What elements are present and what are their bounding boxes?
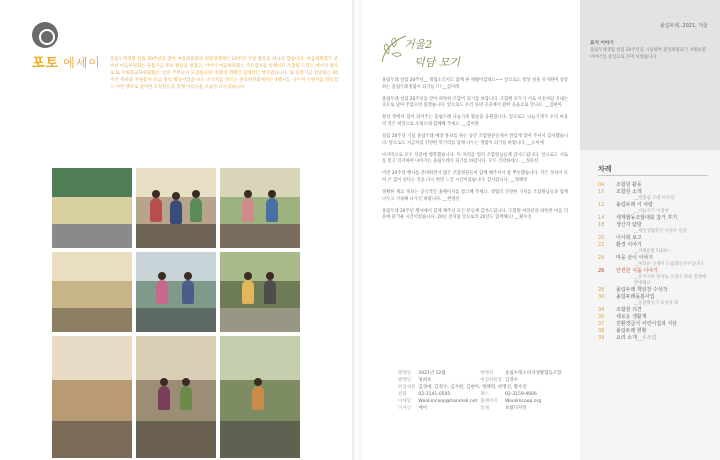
toc-item[interactable]: 34 조합원 의견 — [598, 307, 642, 313]
section-title: 포토 에세이 — [32, 56, 101, 71]
photo-two-women-street — [136, 336, 216, 458]
right-page — [362, 0, 720, 460]
photo-pair-holding-signs — [220, 252, 300, 332]
toc-item[interactable]: 14 세계협동조합대회 참가 후기 — [598, 215, 678, 221]
colophon-row: 발행인 정희옥 편집위원장 김영수 — [398, 378, 519, 383]
cover-story-panel — [580, 0, 720, 150]
toc-item[interactable]: 04 조합원 활동 — [598, 182, 642, 188]
essay-item: 정확한 재료 정보는 공식적인 홈페이지를 참고해 주세요. 생협의 건강한 가치를 조합원님들과 함께 나누고 지속해 나가길 바랍니다. __현명선 — [382, 190, 568, 202]
toc-item[interactable]: 38 올림두레 현황 — [598, 328, 647, 334]
essay-list — [382, 78, 568, 228]
toc-item[interactable]: 24 마을 살이 이야기 __여러분 인생이 드림레인보우입니다 — [598, 255, 704, 267]
toc-item[interactable]: 26 안전한 식품 이야기 __유쿠시마 방사능 오염수 방류 결정에 반대해요 — [598, 268, 707, 286]
photo-store-banner — [52, 168, 132, 248]
toc-item[interactable]: 39 요리 소개__무조림 — [598, 335, 657, 341]
essay-item: 설립 20주년 기념 올림두레 매장 홍보를 하는 동안 조합원분들께서 반갑게 맞아 주셔서 감사했습니다. 앞으로도 지금처럼 건강한 먹거리를 함께 나누는 생협이 되기를 바랍니다. __오미애 — [382, 134, 568, 146]
photo-poster-table — [136, 252, 216, 332]
title-line-1: 거울2 — [404, 38, 433, 51]
colophon-row: 디자인 메이 인쇄 보람디자인 — [398, 406, 527, 411]
photo-group-booth — [136, 168, 216, 248]
table-of-contents — [598, 182, 710, 342]
cover-story-description: 올림두레생협 설립 20주년을 기념하며 환경위원회가 자원순환 이야기를 중심으로 꾸며 보았습니다. — [590, 48, 707, 60]
section-logo-icon — [32, 22, 58, 48]
essay-item: 마지막으로 모두 덕분에 행복했습니다. 이 자리를 빌려 조합원님들께 감사드립니다. 앞으로도 서로를 믿고 의지하며 나아가는 올림두레가 되기를 바랍니다. 모두 건강하세요. __정유선 — [382, 152, 568, 165]
toc-item[interactable]: 28 올림두레 책읽장 수상작 — [598, 287, 668, 293]
toc-divider — [598, 175, 708, 176]
colophon — [398, 370, 598, 412]
title-line-2: 덕담 모기 — [414, 56, 461, 69]
photo-grid — [52, 168, 300, 458]
left-page — [0, 0, 352, 460]
intro-paragraph: 올림두레생협 설립 20주년을 맞이 마음위원회의 친환경캠페인 20주년 기념 활동을 하나의 했습니다. 마음위원회가 준비한 마음위원회는 돌봄기금 홍보 활동을 펼쳤고, 이야기 마음위원회는 주유캠프를 통해서도 조합원 드리는 메시지 행사로 또 이원회교육위원회는 '일본 주부들이 모였습니다' 친환경 캠페인 함께만든 행사였습니다. 또 돌봄기금 전달하는 20주년 축하와 자원봉사 모금 정리 활동이었습니다. 소식지를 만드는 홍보위원회에서는 4행시를 나누며 손편지를 만들었고 이번 행사로 참여한 조합원들과 함께 아름다운 모습을 나누었습니다. — [110, 57, 338, 90]
colophon-row: 발행일 2021년 12월 발행처 올림두레소비자생활협동조합 — [398, 371, 562, 376]
photo-shop-display — [220, 168, 300, 248]
essay-item: 올림두레 20주년 행사에서 함께 해주신 모든 분들께 감사드립니다. 조합원 여러분의 따뜻한 마음 덕분에 즐거운 시간이었습니다. 20년 전처럼 앞으로의 20년도 함께해요! __황수진 — [382, 208, 568, 221]
toc-item[interactable]: 10 조합원 소개 __박홍섭 조대 이사장 — [598, 189, 675, 201]
photo-woman-with-box — [220, 336, 300, 458]
essay-item: 항상 곁에서 힘이 되어주는 올림두레 나눔가게 활동을 응원합니다. 앞으로도 나눔가게가 우리 마을의 작은 희망으로 오래오래 함께해 주세요. __김미란 — [382, 115, 568, 127]
cover-story-label: 표지 이야기 — [590, 41, 614, 46]
contents-sidebar — [580, 0, 720, 460]
toc-item[interactable]: 35 새로운 생활재 — [598, 314, 647, 320]
issue-label: 올림두레, 2021, 겨울 — [659, 23, 708, 29]
colophon-row: 이메일 Woolimcoop@hanmail.net 홈페이지 Woolimcoop.org — [398, 399, 542, 404]
colophon-row: 전화 02-3141-0505 팩스 02-3159-4666 — [398, 392, 537, 397]
essay-item: 이번 20주년 행사를 준비하면서 많은 조합원분들이 함께 해주셔서 참 뿌듯했습니다. 작은 정성이 모여 큰 힘이 된다는 것을 다시 한번 느낀 시간이었습니다. 감사합니다. __정혜영 — [382, 171, 568, 184]
photo-two-volunteers — [52, 252, 132, 332]
toc-title: 차례 — [598, 165, 612, 173]
toc-item[interactable]: 12 올림두레 이 사람 __나눔지기 이정현 — [598, 202, 669, 214]
colophon-row: 편집위원 김경애, 김정수, 김지현, 김현아, 정혜영, 현명선, 황수진 — [398, 385, 527, 390]
right-page-title — [404, 36, 460, 70]
photo-shop-counter — [52, 336, 132, 458]
section-subtitle: 에세이 — [63, 56, 101, 70]
toc-item[interactable]: 20 이사회 보고 — [598, 235, 642, 241]
essay-item: 올림두레 설립 20주년__ 생협소식지도 함께 한 세월이었네요~~ 앞으로도 항상 성을 유지하며 성장하는 올림두레생협이 되기를 !!! __김미래 — [382, 78, 568, 90]
toc-item[interactable]: 30 올림두레돌봄사업 __돌봄활동가 육성상 외 — [598, 294, 679, 306]
page-gutter — [352, 0, 362, 460]
toc-item[interactable]: 18 생산자 탐방 __세일생협축산 이영우 실장 — [598, 222, 687, 234]
toc-item[interactable]: 22 환경 이야기 __자원순환 FLEX~ — [598, 242, 671, 254]
toc-item[interactable]: 37 친환경급식 어린이집과 식단 — [598, 321, 678, 327]
essay-item: 올림두레 설립 20주년을 맞아 따뜻한 조합이 되기를 바랍니다. 조합원 모두가 서로 이웃처럼 지내는 곳으로 남아 주었으면 좋겠습니다. 앞으로도 우리 동네 곳곳에서 환한 웃음으로 만나요. __김현아 — [382, 96, 568, 109]
